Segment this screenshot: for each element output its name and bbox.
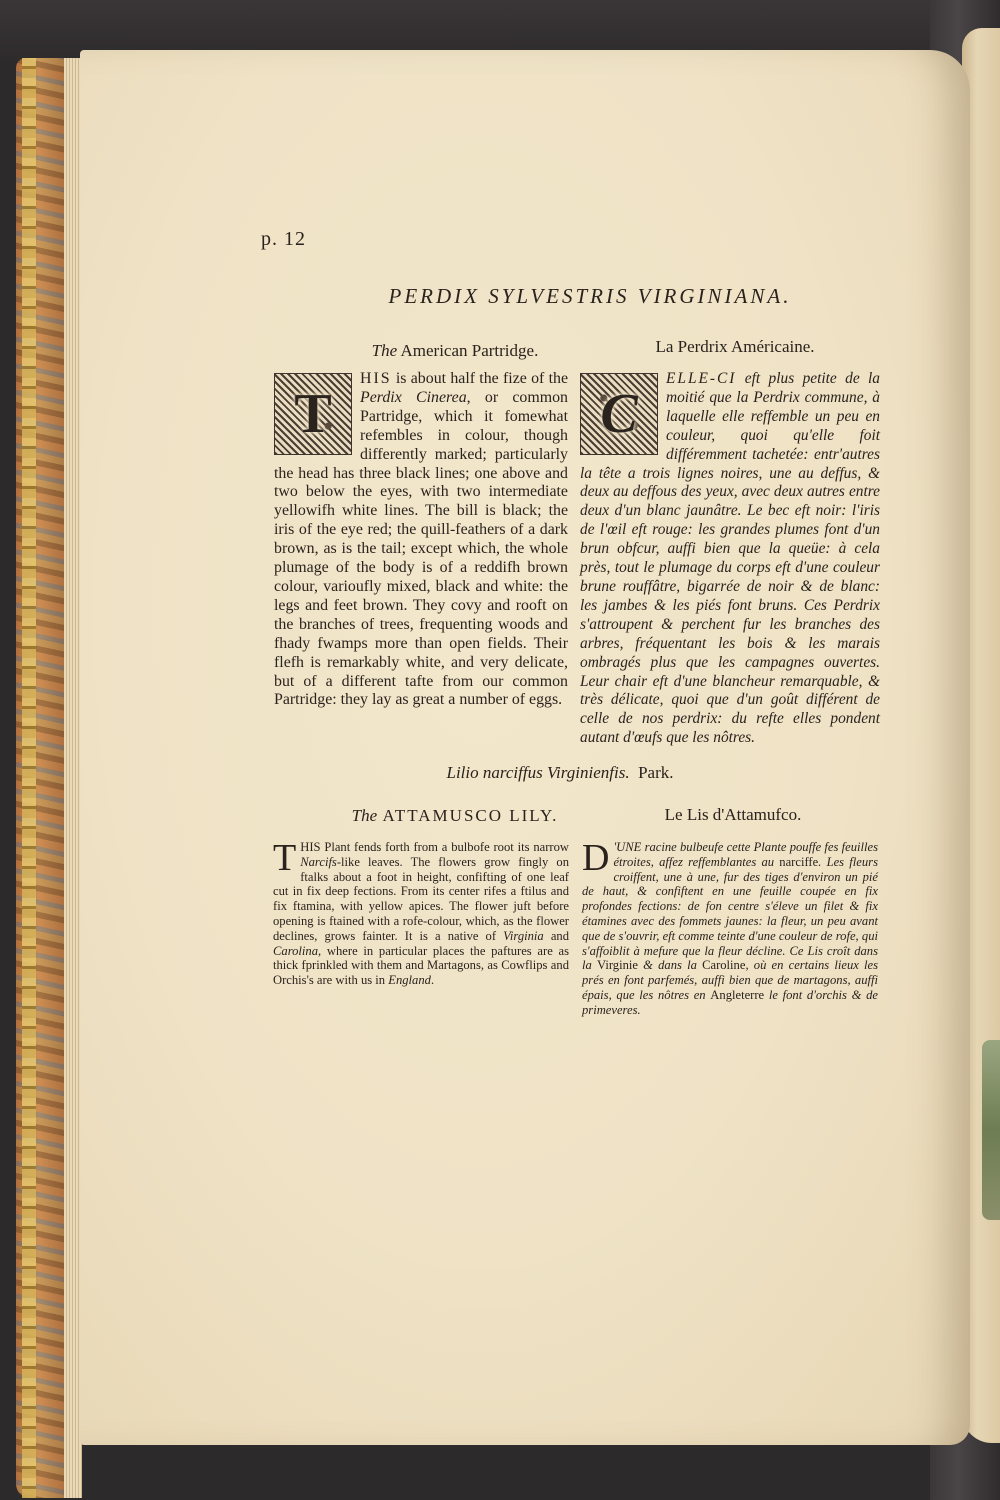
partridge-english-text: T HIS is about half the fize of the Perdix Cinerea, or common Partridge, which it fomewhat refembles in colour, though differently marked; particularly the head has three black lines; one above and two below the eyes, with two intermediate yellowifh white lines. The bill is black; the iris of the eye red; the quill-feathers of a dark brown, as is the tail; except which, the whole plumage of the body is of a reddifh brown colour, varioufly mixed, black and white: the legs and feet brown. They covy and rooft on the branches of trees, frequenting woods and fhady fwamps more than open fields. Their flefh is remarkably white, and very delicate, but of a different tafte from our common Partridge: they lay as great a number of eggs. (274, 370, 568, 709)
partridge-french-text: C ELLE-CI eft plus petite de la moitié que la Perdrix commune, à laquelle elle reffemble un peu en couleur, quoi qu'elle foit différemment tachetée: entr'autres la tête a trois lignes noires, une au deffus, & deux au deffous des yeux, avec deux autres entre deux d'un blanc jaunâtre. Le bec eft noir: l'iris de l'œil eft rouge: les grandes plumes font d'un brun obfcur, auffi bien que la queüe: à cela près, tout le plumage du corps eft d'une couleur brune rouffâtre, bigarrée de noir & de blanc: les jambes & les piés font bruns. Ces Perdrix s'attroupent & perchent fur les branches des arbres, fréquentant les bois & les marais ombragés plus que les campagnes ouvertes. Leur chair eft d'une blancheur remarquable, & très délicate, quoi que d'un goût différent de celle de nos perdrix: du refte elles pondent autant d'œufs que les nôtres. (580, 370, 880, 747)
heading-rest: American Partridge. (397, 341, 539, 360)
lily-english-heading (275, 806, 635, 826)
first-word: HIS (360, 370, 392, 387)
ornamental-initial-icon: C (580, 373, 658, 455)
page-number: p. 12 (261, 228, 306, 250)
lily-english-text: THIS Plant fends forth from a bulbofe root its narrow Narcifs-like leaves. The flowers grow fingly on ftalks about a foot in height, confifting of one leaf cut in fix deep fections. From its center rifes a ftilus and fix ftamina, with yellow apices. The flower juft before opening is ftained with a rofe-colour, which, as the flower declines, grows fainter. It is a native of Virginia and Carolina, where in particular places the paftures are as thick fprinkled with them and Martagons, as Cowflips and Orchis's are with us in England. (273, 837, 570, 988)
heading-prefix: The (371, 341, 398, 360)
heading-prefix: The (351, 806, 378, 825)
initial-letter: D (582, 837, 610, 879)
ornamental-initial-icon: T (274, 373, 352, 455)
partridge-french-heading: La Perdrix Américaine. (655, 337, 815, 356)
lily-french-heading: Le Lis d'Attamufco. (664, 805, 802, 824)
first-word: ELLE-CI (666, 370, 737, 387)
color-plate-edge (982, 1040, 1000, 1220)
lily-latin-name: Lilio narciffus Virginienfis. Park. (446, 763, 674, 782)
page-title: PERDIX SYLVESTRIS VIRGINIANA. (388, 284, 792, 308)
initial-letter: T (273, 837, 297, 879)
lily-french-text: D 'UNE racine bulbeufe cette Plante pouffe fes feuilles étroites, affez reffemblantes au narciffe. Les fleurs croiffent, une à une, fur des tiges d'environ un pié de haut, & confiftent en une feuille coupée en fix profondes fections: de fon centre s'éleve un filet & fix étamines avec des fommets jaunes: la fleur, un peu avant que de s'ouvrir, eft comme teinte d'une couleur de rofe, qui s'affoiblit à mefure que la fleur décline. Ce Lis croît dans la Virginie & dans la Caroline, où en certains lieux les prés en font parfemés, auffi bien que de martagons, auffi épais, que les nôtres en Angleterre le font d'orchis & de primeveres. (582, 837, 878, 1017)
heading-rest: ATTAMUSCO LILY. (377, 806, 559, 825)
book-page (80, 50, 970, 1445)
gilt-spine-trim (22, 58, 36, 1498)
first-word: 'UNE (613, 840, 642, 854)
partridge-english-heading (275, 341, 635, 361)
first-word: HIS (300, 840, 321, 854)
